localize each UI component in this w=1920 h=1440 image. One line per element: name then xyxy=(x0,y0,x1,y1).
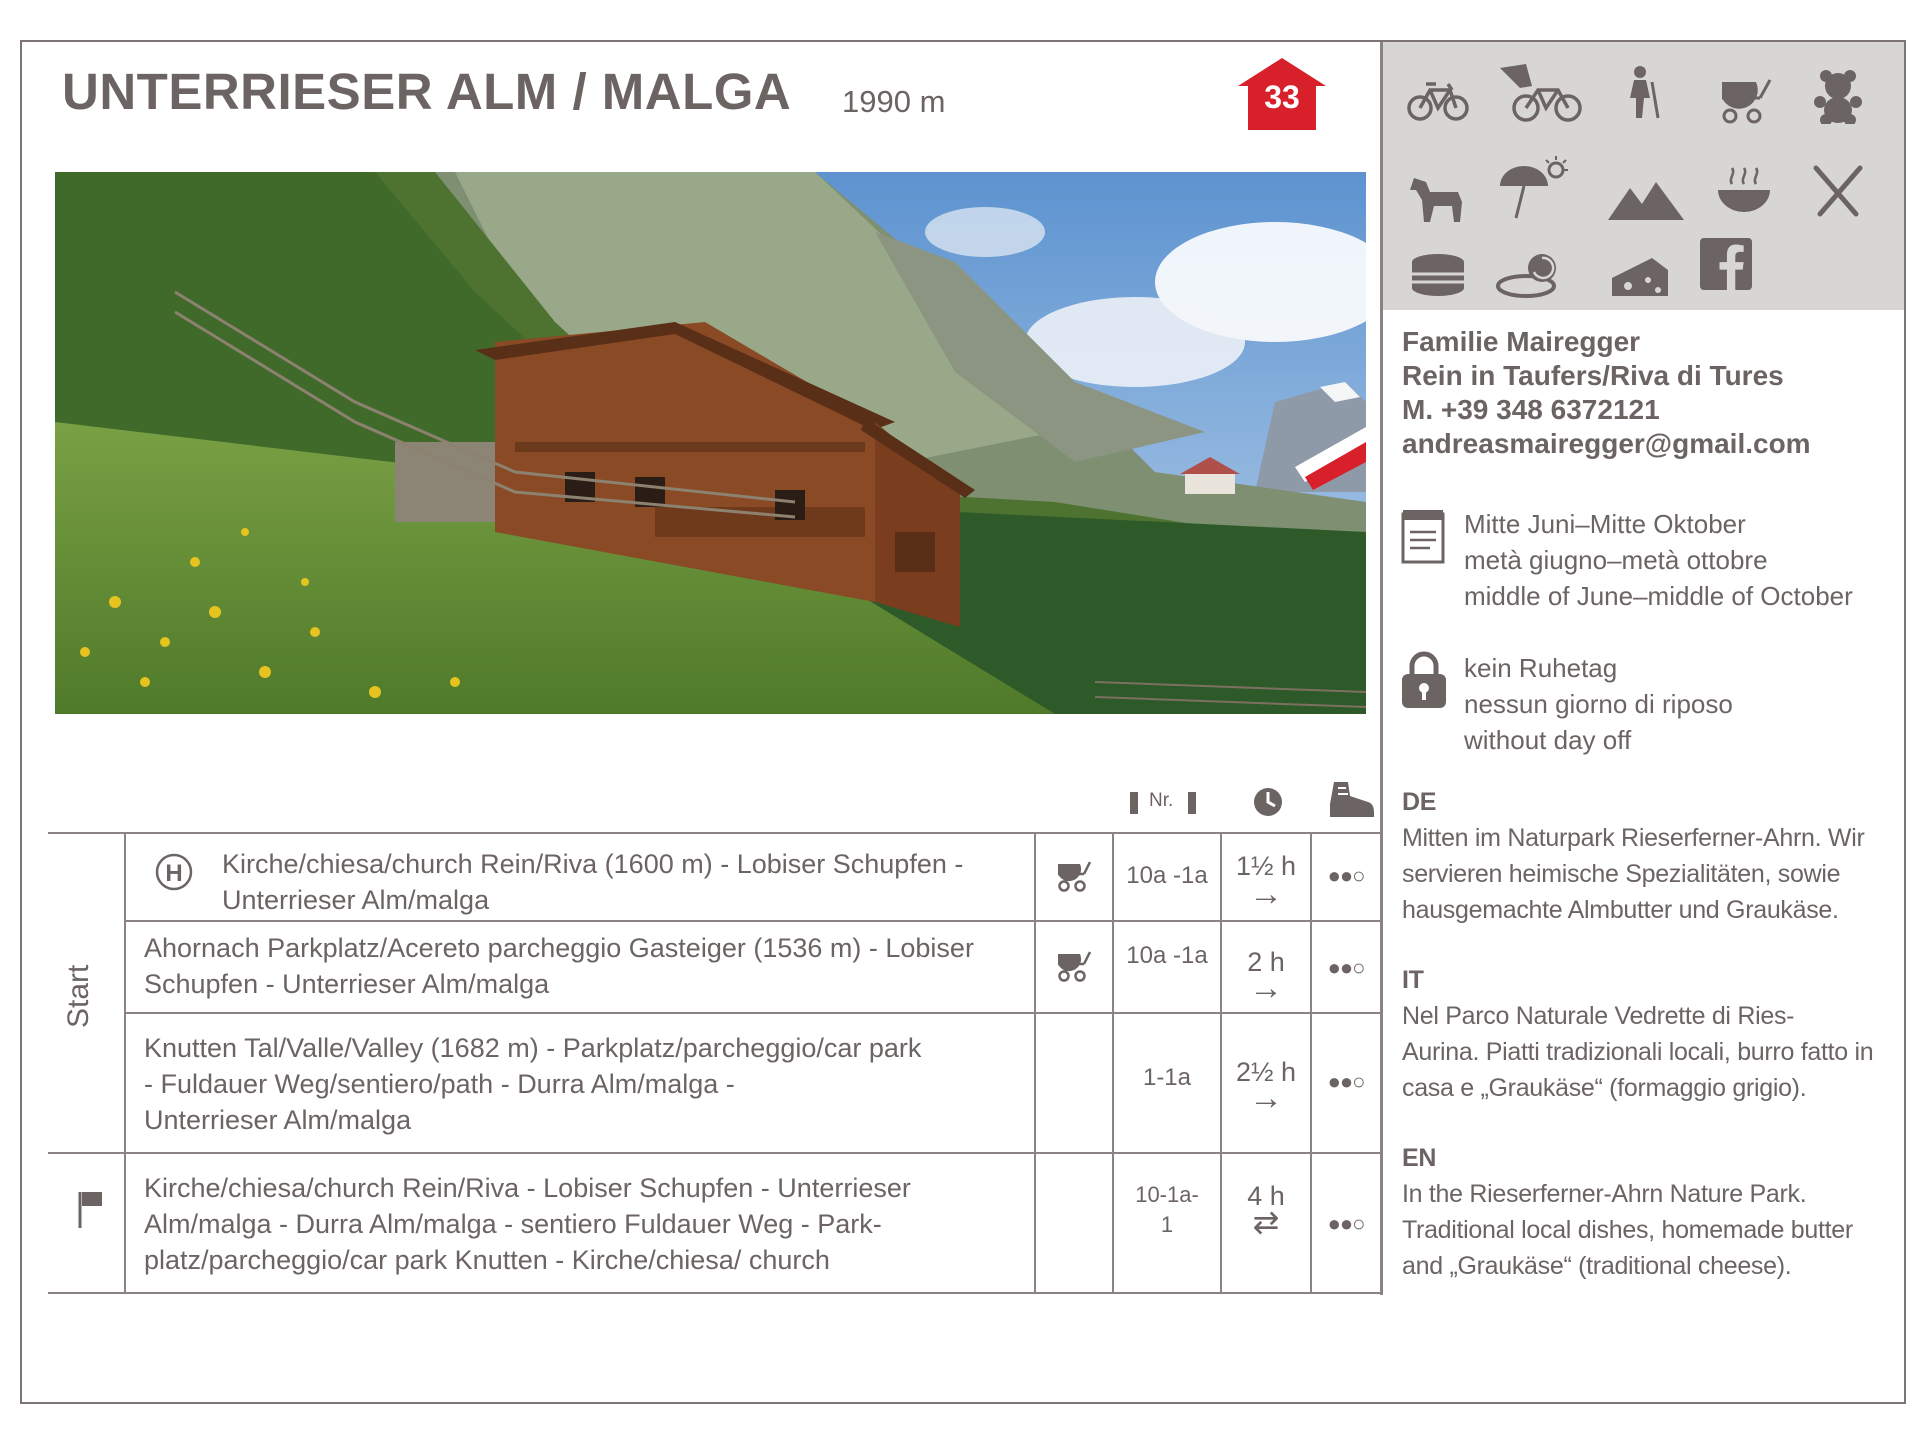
cheese-icon xyxy=(1608,248,1672,304)
description-de-line: servieren heimische Spezialitäten, sowie xyxy=(1402,860,1841,888)
panel-divider xyxy=(1380,42,1383,1295)
description-en xyxy=(1402,1140,1902,1284)
route-nr: 10a -1a xyxy=(1126,942,1208,969)
route-line: Ahornach Parkplatz/Acereto parcheggio Gasteiger (1536 m) - Lobiser xyxy=(144,933,974,963)
round-trip-icon: ⇄ xyxy=(1252,1204,1280,1240)
contact-block xyxy=(1402,325,1811,461)
page-title: UNTERRIESER ALM / MALGA xyxy=(62,63,792,120)
route-description xyxy=(144,1030,1024,1138)
clock-icon xyxy=(1252,786,1284,823)
description-en-line: In the Rieserferner-Ahrn Nature Park. xyxy=(1402,1180,1807,1208)
description-it xyxy=(1402,962,1902,1106)
strudel-icon xyxy=(1496,246,1566,302)
route-description xyxy=(222,846,1022,918)
rest-day-line-it: nessun giorno di riposo xyxy=(1464,689,1733,719)
hiking-boot-icon xyxy=(1328,780,1376,823)
route-nr: 10a -1a xyxy=(1126,862,1208,889)
route-line: Unterrieser Alm/malga xyxy=(222,885,490,915)
contact-place: Rein in Taufers/Riva di Tures xyxy=(1402,360,1784,391)
lang-label-it: IT xyxy=(1402,966,1424,994)
mountains-icon xyxy=(1608,170,1684,226)
route-line: Unterrieser Alm/malga xyxy=(144,1105,412,1135)
start-label: Start xyxy=(62,964,95,1028)
rest-day-line-en: without day off xyxy=(1464,725,1632,755)
season-line-en: middle of June–middle of October xyxy=(1464,581,1853,611)
route-description xyxy=(144,930,1024,1002)
route-description xyxy=(144,1170,1024,1278)
difficulty-rating: ●●○ xyxy=(1327,1069,1365,1094)
badge-number: 33 xyxy=(1264,79,1300,115)
route-line: Kirche/chiesa/church Rein/Riva (1600 m) - Lobiser Schupfen - xyxy=(222,849,964,879)
contact-name: Familie Mairegger xyxy=(1402,326,1641,357)
calendar-icon xyxy=(1400,506,1448,566)
route-line: Alm/malga - Durra Alm/malga - sentiero Fuldauer Weg - Park- xyxy=(144,1209,882,1239)
description-de-line: hausgemachte Almbutter und Graukäse. xyxy=(1402,896,1839,924)
route-line: Knutten Tal/Valle/Valley (1682 m) - Parkplatz/parcheggio/car park xyxy=(144,1033,922,1063)
svg-text:H: H xyxy=(165,860,183,887)
route-number-badge xyxy=(1236,56,1328,132)
rest-day-line-de: kein Ruhetag xyxy=(1464,653,1618,683)
route-time: 2 h xyxy=(1247,947,1285,977)
cake-icon xyxy=(1406,242,1470,298)
bus-stop-icon xyxy=(154,852,194,897)
route-line: - Fuldauer Weg/sentiero/path - Durra Alm/malga - xyxy=(144,1069,735,1099)
amenity-icon-panel xyxy=(1382,42,1904,310)
difficulty-rating: ●●○ xyxy=(1327,1211,1365,1236)
contact-email[interactable]: andreasmairegger@gmail.com xyxy=(1402,428,1811,459)
arrow-right-icon: → xyxy=(1249,875,1283,913)
route-time: 4 h xyxy=(1247,1181,1285,1211)
facebook-icon[interactable] xyxy=(1700,238,1756,294)
arrow-right-icon: → xyxy=(1249,1079,1283,1117)
season-line-de: Mitte Juni–Mitte Oktober xyxy=(1464,509,1746,539)
altitude-label: 1990 m xyxy=(842,84,946,119)
route-line: Schupfen - Unterrieser Alm/malga xyxy=(144,969,550,999)
route-nr: 1-1a xyxy=(1142,1064,1192,1091)
bicycle-icon xyxy=(1406,72,1470,128)
description-en-line: and „Graukäse“ (traditional cheese). xyxy=(1402,1252,1792,1280)
flag-icon xyxy=(76,1190,106,1235)
route-nr-line: 1 xyxy=(1160,1212,1174,1237)
nr-label: Nr. xyxy=(1149,790,1174,811)
route-time: 2½ h xyxy=(1235,1057,1297,1087)
lang-label-de: DE xyxy=(1402,788,1437,816)
contact-phone[interactable]: M. +39 348 6372121 xyxy=(1402,394,1660,425)
description-it-line: casa e „Graukäse“ (formaggio grigio). xyxy=(1402,1074,1807,1102)
description-it-line: Aurina. Piatti tradizionali locali, burro fatto in xyxy=(1402,1038,1874,1066)
stroller-icon xyxy=(1054,946,1094,991)
route-time: 1½ h xyxy=(1235,851,1297,881)
sun-terrace-icon xyxy=(1496,156,1570,212)
teddy-bear-icon xyxy=(1806,68,1870,124)
lang-label-en: EN xyxy=(1402,1144,1437,1172)
hut-photo xyxy=(55,172,1366,714)
route-line: Kirche/chiesa/church Rein/Riva - Lobiser Schupfen - Unterrieser xyxy=(144,1173,911,1203)
route-number-header xyxy=(1130,790,1202,821)
difficulty-rating: ●●○ xyxy=(1327,863,1365,888)
dog-icon xyxy=(1406,168,1470,224)
route-line: platz/parcheggio/car park Knutten - Kirche/chiesa/ church xyxy=(144,1245,830,1275)
difficulty-rating: ●●○ xyxy=(1327,955,1365,980)
cutlery-icon xyxy=(1806,162,1870,218)
route-nr xyxy=(1114,1180,1220,1240)
season-line-it: metà giugno–metà ottobre xyxy=(1464,545,1768,575)
route-nr-line: 10-1a- xyxy=(1135,1182,1199,1207)
stroller-icon xyxy=(1054,856,1094,901)
description-de xyxy=(1402,784,1902,928)
arrow-right-icon: → xyxy=(1249,969,1283,1007)
lock-icon xyxy=(1400,650,1448,710)
mountain-bike-icon xyxy=(1496,62,1586,118)
description-it-line: Nel Parco Naturale Vedrette di Ries- xyxy=(1402,1002,1795,1030)
hiker-icon xyxy=(1610,64,1674,120)
hot-bowl-icon xyxy=(1712,162,1776,218)
stroller-icon xyxy=(1712,70,1776,126)
description-de-line: Mitten im Naturpark Rieserferner-Ahrn. Wir xyxy=(1402,824,1865,852)
description-en-line: Traditional local dishes, homemade butter xyxy=(1402,1216,1853,1244)
